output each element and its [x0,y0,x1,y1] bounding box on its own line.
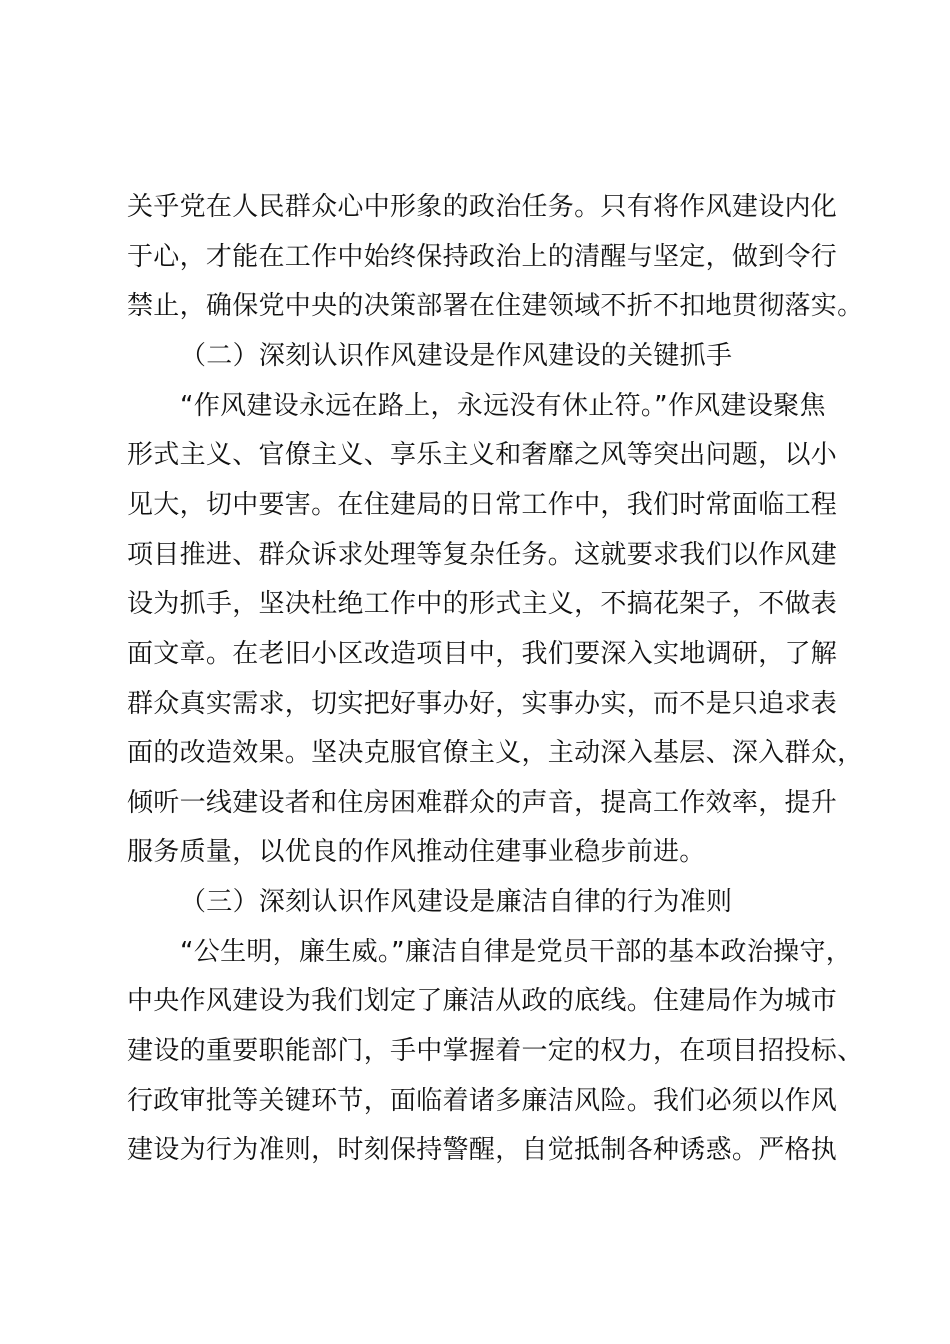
body-text-line: 于心，才能在工作中始终保持政治上的清醒与坚定，做到令行 [127,242,838,272]
body-text-line: 行政审批等关键环节，面临着诸多廉洁风险。我们必须以作风 [127,1086,838,1116]
body-text-line: 面文章。在老旧小区改造项目中，我们要深入实地调研，了解 [127,639,838,669]
body-text-line: 形式主义、官僚主义、享乐主义和奢靡之风等突出问题，以小 [127,440,838,470]
section-heading: （三）深刻认识作风建设是廉洁自律的行为准则 [180,887,733,917]
body-text-line: 群众真实需求，切实把好事办好，实事办实，而不是只追求表 [127,689,838,719]
body-text-line: 设为抓手，坚决杜绝工作中的形式主义，不搞花架子，不做表 [127,589,838,619]
body-text-line: 中央作风建设为我们划定了廉洁从政的底线。住建局作为城市 [127,986,838,1016]
body-text-line: 倾听一线建设者和住房困难群众的声音，提高工作效率，提升 [127,788,838,818]
body-text-line: 建设的重要职能部门，手中掌握着一定的权力，在项目招投标、 [127,1036,864,1066]
body-text-line: 关乎党在人民群众心中形象的政治任务。只有将作风建设内化 [127,192,838,222]
body-text-line: “作风建设永远在路上，永远没有休止符。”作风建设聚焦 [180,391,826,421]
body-text-line: “公生明，廉生威。”廉洁自律是党员干部的基本政治操守， [180,937,853,967]
body-text-line: 服务质量，以优良的作风推动住建事业稳步前进。 [127,837,706,867]
body-text-line: 见大，切中要害。在住建局的日常工作中，我们时常面临工程 [127,490,838,520]
body-text-line: 禁止，确保党中央的决策部署在住建领域不折不扣地贯彻落实。 [127,291,864,321]
body-text-line: 建设为行为准则，时刻保持警醒，自觉抵制各种诱惑。严格执 [127,1135,838,1165]
body-text-line: 项目推进、群众诉求处理等复杂任务。这就要求我们以作风建 [127,540,838,570]
body-text-line: 面的改造效果。坚决克服官僚主义，主动深入基层、深入群众， [127,738,864,768]
section-heading: （二）深刻认识作风建设是作风建设的关键抓手 [180,341,733,371]
